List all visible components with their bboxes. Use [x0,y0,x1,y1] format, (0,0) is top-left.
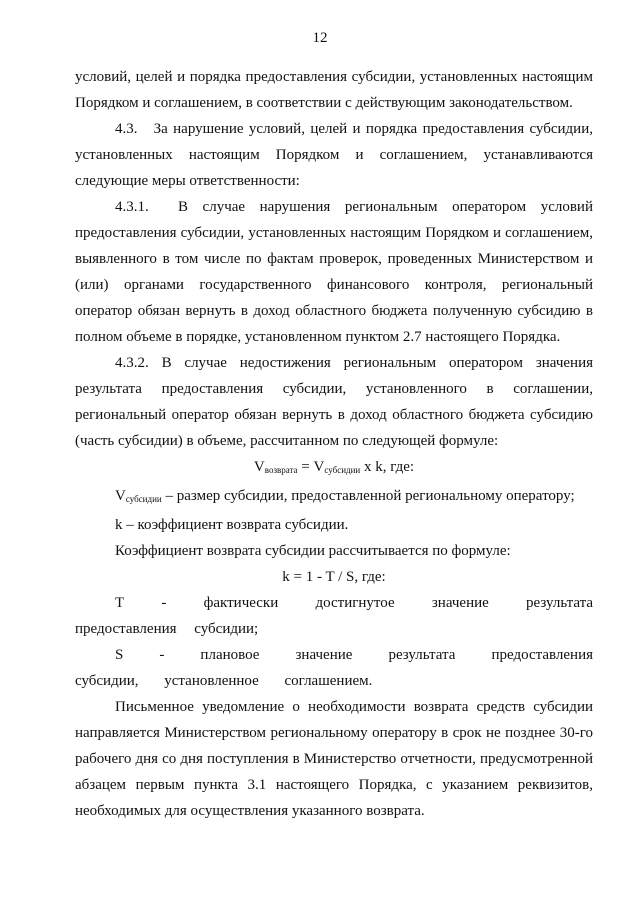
paragraph-4-3: 4.3. За нарушение условий, целей и порядка предоставления субсидии, установленных настоящим Порядком и соглашением, устанавливаются следующие меры ответственности: [75,121,593,189]
paragraph-notice: Письменное уведомление о необходимости возврата средств субсидии направляется Министерством региональному оператору в срок не позднее 30-го рабочего дня со дня поступления в Министерство отчетности, предусмотренной абзацем первым пункта 3.1 настоящего Порядка, с указанием реквизитов, необходимых для осуществления указанного возврата. [75,699,593,819]
formula-coefficient: k = 1 - T / S, где: [282,569,386,585]
paragraph-4-3-2: 4.3.2. В случае недостижения региональным оператором значения результата предоставления субсидии, установленного в соглашении, региональный оператор обязан вернуть в доход областного бюджета субсидию (часть субсидии) в объеме, рассчитанном по следующей формуле: [75,355,593,449]
definition-s: S - плановое значение результата предоставления субсидии, установленное соглашением. [75,647,593,689]
definition-t: Т - фактически достигнутое значение результата предоставления субсидии; [75,595,593,637]
paragraph-4-3-1: 4.3.1. В случае нарушения региональным оператором условий предоставления субсидии, установленных настоящим Порядком и соглашением, выявленного в том числе по фактам проверок, проведенных Министерством и (или) органами государственного финансового контроля, региональный оператор обязан вернуть в доход областного бюджета полученную субсидию в полном объеме в порядке, установленном пунктом 2.7 настоящего Порядка. [75,199,593,345]
definition-k: k – коэффициент возврата субсидии. [115,517,349,533]
coefficient-intro: Коэффициент возврата субсидии рассчитывается по формуле: [115,543,511,559]
definition-v-subsidy: $V_{субсидии}$ – размер субсидии, предоставленной региональному оператору; [115,488,575,504]
page-number: 12 [312,30,328,46]
document-body [75,64,593,824]
formula-refund: $V_{возврата} = V_{субсидии}$ x k, где: [253,459,415,475]
paragraph-continuation: условий, целей и порядка предоставления субсидии, установленных настоящим Порядком и соглашением, в соответствии с действующим законодательством. [75,69,593,111]
